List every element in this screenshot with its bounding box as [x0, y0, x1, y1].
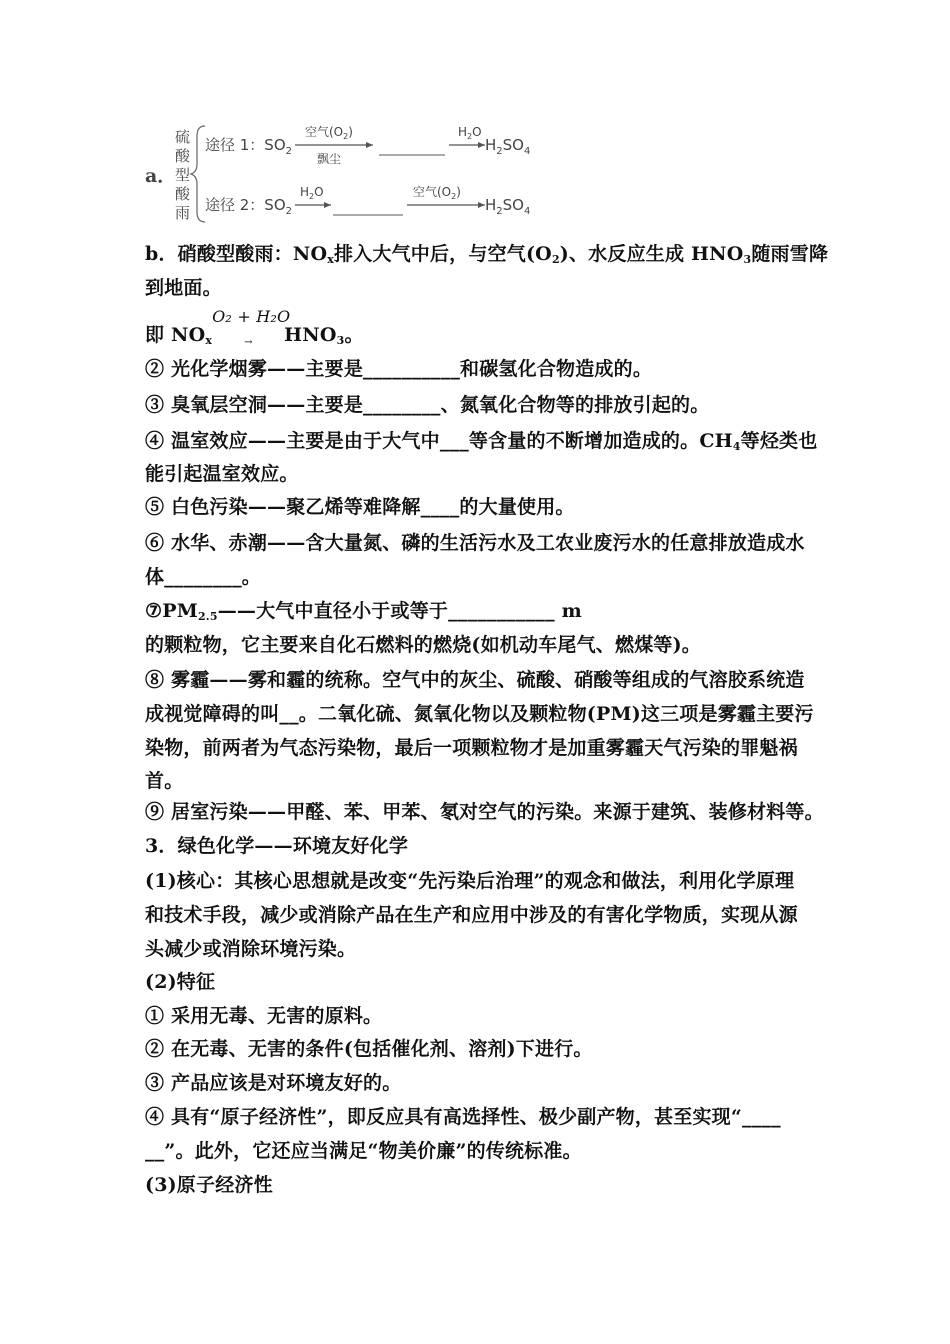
brace — [191, 126, 205, 222]
haze-line-2: 成视觉障碍的叫__。二氧化硫、氮氧化物以及颗粒物(PM)这三项是雾霾主要污 — [145, 703, 814, 725]
haze-line-4: 首。 — [145, 770, 184, 792]
path1-product: H — [485, 136, 497, 154]
vertical-label — [175, 128, 191, 222]
path2-prefix: 途径 2：SO — [205, 196, 286, 214]
arrow-head — [324, 202, 331, 208]
vertical-char: 硫 — [175, 128, 191, 146]
path1-arrow1-top-end: ) — [348, 125, 353, 139]
path2-product: H — [485, 196, 497, 214]
path1-prefix: 途径 1：SO — [205, 136, 286, 154]
haze-line-3: 染物，前两者为气态污染物，最后一项颗粒物才是加重雾霾天气污染的罪魁祸 — [145, 737, 798, 759]
path2-arrow1-top: H — [300, 185, 310, 199]
svg-text:途径 2：SO2: 途径 2：$SO_2$ — [205, 196, 293, 217]
arrow-head — [478, 142, 485, 148]
svg-text:H2SO4: $H_2SO_4$ — [485, 196, 531, 217]
arrow-head — [366, 142, 373, 148]
greenhouse-line-2: 能引起温室效应。 — [145, 463, 299, 485]
feature-1: ① 采用无毒、无害的原料。 — [145, 1005, 383, 1027]
svg-text:空气(O2) — [305, 124, 353, 141]
feature-4-line-1: ④ 具有“原子经济性”，即反应具有高选择性、极少副产物，甚至实现“____ — [145, 1106, 781, 1128]
core-line-1: (1)核心：其核心思想就是改变“先污染后治理”的观念和做法，利用化学原理 — [145, 870, 795, 892]
white-pollution-line: ⑤ 白色污染——聚乙烯等难降解____的大量使用。 — [145, 496, 575, 518]
path1-arrow1-top-sub: 2 — [343, 132, 349, 141]
svg-text:H2O: $H_2O$ — [300, 185, 324, 201]
pm25-line-1: $⑦PM_{2.5}——$大气中直径小于或等于___________ m — [145, 600, 582, 623]
vertical-char: 酸 — [175, 147, 191, 165]
ozone-hole-line: ③ 臭氧层空洞——主要是________、氮氧化合物等的排放引起的。 — [145, 394, 710, 416]
nitric-formula-line: 即 $NO_x$ O₂ + H₂O → $HNO_3$。 — [145, 317, 810, 347]
pm25-line-2: 的颗粒物，它主要来自化石燃料的燃烧(如机动车尾气、燃煤等)。 — [145, 634, 701, 656]
vertical-char: 雨 — [175, 204, 191, 222]
core-line-3: 头减少或消除环境污染。 — [145, 938, 357, 960]
green-chemistry-heading: 3．绿色化学——环境友好化学 — [145, 835, 409, 857]
path2-arrow2-top: 空气(O — [413, 185, 452, 199]
nitric-acid-rain-line-2: 到地面。 — [145, 277, 222, 299]
feature-3: ③ 产品应该是对环境友好的。 — [145, 1072, 402, 1094]
atom-economy-heading: (3)原子经济性 — [145, 1174, 273, 1196]
feature-2: ② 在无毒、无害的条件(包括催化剂、溶剂)下进行。 — [145, 1038, 593, 1060]
feature-4-line-2: __”。此外，它还应当满足“物美价廉”的传统标准。 — [145, 1140, 582, 1162]
path1-sub: 2 — [285, 146, 293, 157]
reaction-arrow-formula: O₂ + H₂O → — [212, 317, 284, 341]
core-line-2: 和技术手段，减少或消除产品在生产和应用中涉及的有害化学物质，实现从源 — [145, 904, 798, 926]
path1-arrow2-top: H — [458, 125, 468, 139]
features-heading: (2)特征 — [145, 971, 216, 993]
greenhouse-line-1: ④ 温室效应——主要是由于大气中___等含量的不断增加造成的。$CH_4$等烃类也 — [145, 430, 818, 453]
path-1 — [205, 124, 530, 166]
path-2 — [205, 184, 530, 217]
indoor-pollution-line: ⑨ 居室污染——甲醛、苯、甲苯、氡对空气的污染。来源于建筑、装修材料等。 — [145, 801, 824, 823]
path1-arrow1-bottom: 飘尘 — [317, 152, 342, 166]
path1-arrow1-top: 空气(O — [305, 125, 344, 139]
algal-bloom-line-2: 体________。 — [145, 566, 262, 588]
svg-text:H2O: $H_2O$ — [458, 125, 482, 141]
photochemical-smog-line: ② 光化学烟雾——主要是__________和碳氢化合物造成的。 — [145, 358, 653, 380]
svg-text:途径 1：SO2 — [205, 136, 292, 157]
arrow-head — [478, 202, 485, 208]
algal-bloom-line-1: ⑥ 水华、赤潮——含大量氮、磷的生活污水及工农业废污水的任意排放造成水 — [145, 532, 805, 554]
svg-text:空气(O2): 空气$(O_2)$ — [413, 185, 461, 201]
reaction-arrow-icon: → — [244, 337, 253, 348]
vertical-char: 型 — [175, 166, 191, 184]
vertical-char: 酸 — [175, 185, 191, 203]
svg-text:H2SO4: $H_2SO_4$ — [485, 136, 531, 157]
diagram-label-a: a． — [145, 165, 177, 187]
haze-line-1: ⑧ 雾霾——雾和霾的统称。空气中的灰尘、硫酸、硝酸等组成的气溶胶系统造 — [145, 669, 805, 691]
sulfuric-acid-rain-diagram — [145, 118, 565, 228]
nitric-acid-rain-line-1: b．硝酸型酸雨：$NO_x$排入大气中后，与空气$(O_2)$、水反应生成 $HNO_3$随雨雪降 — [145, 243, 829, 266]
